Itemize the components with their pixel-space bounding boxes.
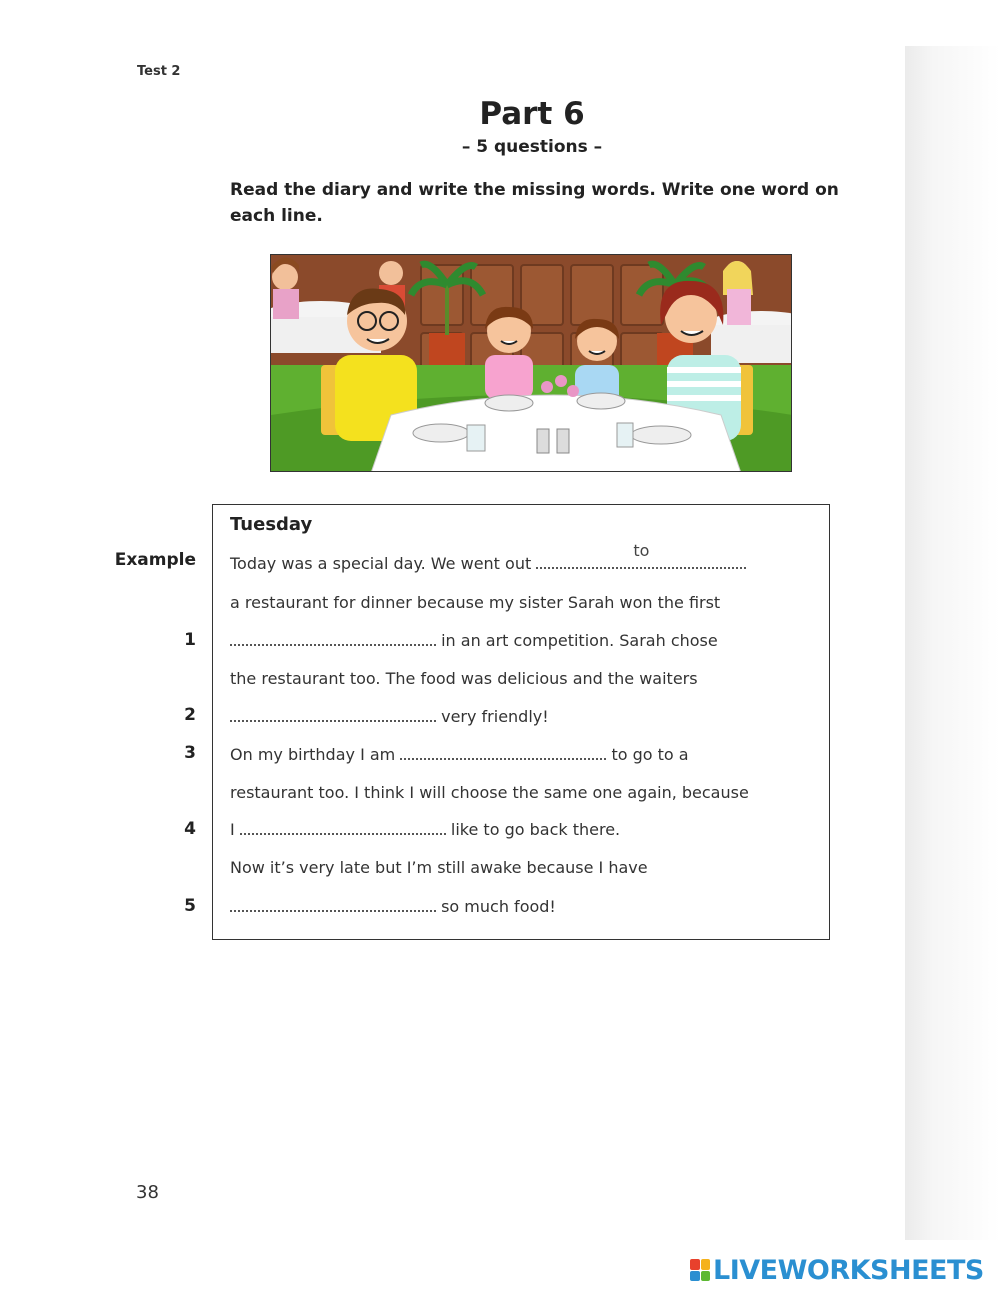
diary-day: Tuesday — [230, 514, 313, 535]
question-number: 1 — [184, 630, 196, 650]
answer-field-3[interactable] — [400, 743, 606, 760]
question-number: 2 — [184, 705, 196, 725]
diary-line — [230, 666, 698, 692]
restaurant-family-illustration — [270, 254, 792, 472]
example-gap — [536, 541, 746, 569]
part-subtitle: – 5 questions – — [461, 137, 603, 157]
line-text: a restaurant for dinner because my sister Sarah won the first — [230, 593, 721, 612]
example-answer: to — [633, 541, 650, 560]
question-number: 5 — [184, 896, 196, 916]
diary-line — [230, 780, 749, 806]
test-label: Test 2 — [137, 64, 181, 79]
diary-line — [230, 855, 648, 881]
line-text: I — [230, 820, 235, 839]
instructions: Read the diary and write the missing words. Write one word on each line. — [230, 180, 839, 226]
line-text: in an art competition. Sarah chose — [441, 631, 718, 650]
line-text: so much food! — [441, 897, 556, 916]
diary-line-q5 — [230, 894, 556, 920]
line-text: very friendly! — [441, 707, 549, 726]
line-text: the restaurant too. The food was delicious and the waiters — [230, 669, 698, 688]
line-text: like to go back there. — [450, 820, 621, 839]
line-text: to go to a — [611, 745, 689, 764]
liveworksheets-logo — [690, 1255, 984, 1285]
answer-field-1[interactable] — [230, 629, 436, 646]
diary-line-q3 — [230, 742, 689, 768]
line-text: restaurant too. I think I will choose the same one again, because — [230, 783, 749, 802]
answer-field-5[interactable] — [230, 895, 436, 912]
diary-line-q1 — [230, 628, 718, 654]
part-title: Part 6 — [479, 96, 585, 132]
answer-field-2[interactable] — [230, 705, 436, 722]
line-text: On my birthday I am — [230, 745, 396, 764]
answer-field-4[interactable] — [240, 818, 446, 835]
liveworksheets-icon — [690, 1259, 710, 1281]
line-text: Now it’s very late but I’m still awake because I have — [230, 858, 648, 877]
diary-line-example — [230, 541, 746, 577]
diary-line-q2 — [230, 704, 549, 730]
question-number: 3 — [184, 743, 196, 763]
brand-name: LIVEWORKSHEETS — [713, 1254, 984, 1286]
example-label: Example — [114, 550, 196, 570]
diary-line-q4 — [230, 817, 620, 843]
page-number: 38 — [136, 1182, 159, 1203]
page-shadow-edge — [905, 46, 1000, 1240]
question-number: 4 — [184, 819, 196, 839]
diary-line — [230, 590, 720, 616]
line-text: Today was a special day. We went out — [230, 554, 532, 573]
